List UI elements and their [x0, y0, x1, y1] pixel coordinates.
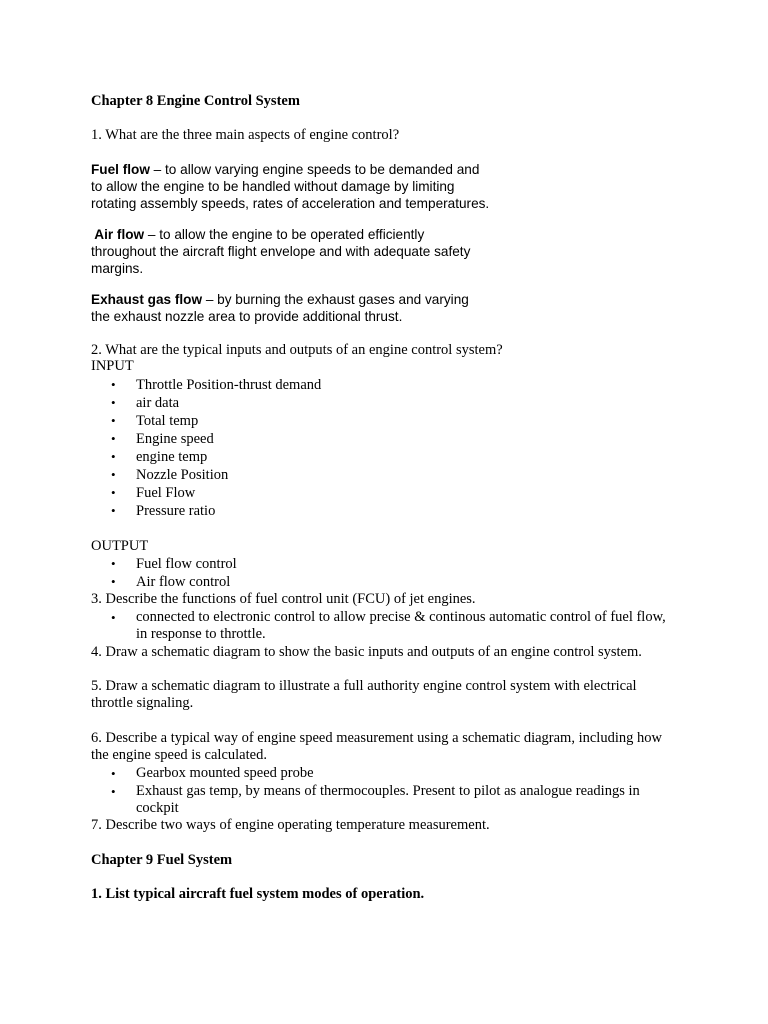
list-item — [91, 609, 666, 643]
answer-line: • connected to electronic control to allow precise & continous automatic control of fuel flow, — [136, 609, 666, 625]
fuel-flow-line: – to allow varying engine speeds to be demanded and — [149, 162, 480, 177]
answer-line: cockpit — [136, 800, 179, 816]
chapter-8-title: Chapter 8 Engine Control System — [91, 93, 300, 109]
air-flow-term: Air flow — [91, 227, 145, 242]
question-5-line: 5. Draw a schematic diagram to illustrate a full authority engine control system with electrical — [91, 678, 637, 694]
fuel-flow-term: Fuel flow — [91, 162, 150, 177]
answer-line: in response to throttle. — [136, 626, 266, 642]
output-label: OUTPUT — [91, 538, 149, 554]
air-flow-line: – to allow the engine to be operated efficiently — [144, 227, 425, 242]
exhaust-gas-flow-term: Exhaust gas flow — [91, 292, 203, 307]
question-1: 1. What are the three main aspects of engine control? — [91, 127, 400, 143]
chapter-9-question-1: 1. List typical aircraft fuel system modes of operation. — [91, 886, 425, 902]
fuel-flow-line: to allow the engine to be handled without damage by limiting — [91, 179, 455, 194]
exhaust-gas-flow-line: the exhaust nozzle area to provide additional thrust. — [91, 309, 403, 324]
question-5 — [91, 678, 637, 712]
list-item: • Fuel Flow — [91, 484, 321, 502]
answer-line: • Gearbox mounted speed probe — [136, 765, 314, 781]
list-item: • engine temp — [91, 448, 321, 466]
question-3-answer — [91, 609, 666, 643]
list-item: • Total temp — [91, 412, 321, 430]
question-6-answers — [91, 765, 640, 817]
chapter-9-title: Chapter 9 Fuel System — [91, 852, 233, 868]
question-7: 7. Describe two ways of engine operating temperature measurement. — [91, 817, 490, 833]
list-item: • air data — [91, 394, 321, 412]
question-3: 3. Describe the functions of fuel control unit (FCU) of jet engines. — [91, 591, 476, 607]
air-flow-line: throughout the aircraft flight envelope and with adequate safety — [91, 244, 471, 259]
exhaust-gas-flow-line: – by burning the exhaust gases and varying — [202, 292, 469, 307]
list-item: • Air flow control — [91, 573, 237, 591]
question-6-line: 6. Describe a typical way of engine speed measurement using a schematic diagram, including how — [91, 730, 662, 746]
question-2: 2. What are the typical inputs and outputs of an engine control system? — [91, 342, 503, 358]
fuel-flow-line: rotating assembly speeds, rates of acceleration and temperatures. — [91, 196, 490, 211]
list-item: • Throttle Position-thrust demand — [91, 376, 321, 394]
input-label: INPUT — [91, 358, 134, 374]
list-item: • Engine speed — [91, 430, 321, 448]
answer-line: • Exhaust gas temp, by means of thermocouples. Present to pilot as analogue readings in — [136, 783, 640, 799]
output-list — [91, 555, 237, 591]
exhaust-gas-flow-paragraph — [91, 291, 469, 325]
air-flow-paragraph — [91, 226, 470, 277]
list-item — [91, 765, 640, 782]
list-item: • Pressure ratio — [91, 502, 321, 520]
list-item: • Nozzle Position — [91, 466, 321, 484]
question-4: 4. Draw a schematic diagram to show the basic inputs and outputs of an engine control system. — [91, 644, 642, 660]
question-6 — [91, 730, 662, 764]
question-6-line: the engine speed is calculated. — [91, 747, 267, 763]
list-item: • Fuel flow control — [91, 555, 237, 573]
fuel-flow-paragraph — [91, 161, 489, 212]
air-flow-line: margins. — [91, 261, 144, 276]
list-item — [91, 783, 640, 817]
input-list — [91, 376, 321, 520]
question-5-line: throttle signaling. — [91, 695, 194, 711]
